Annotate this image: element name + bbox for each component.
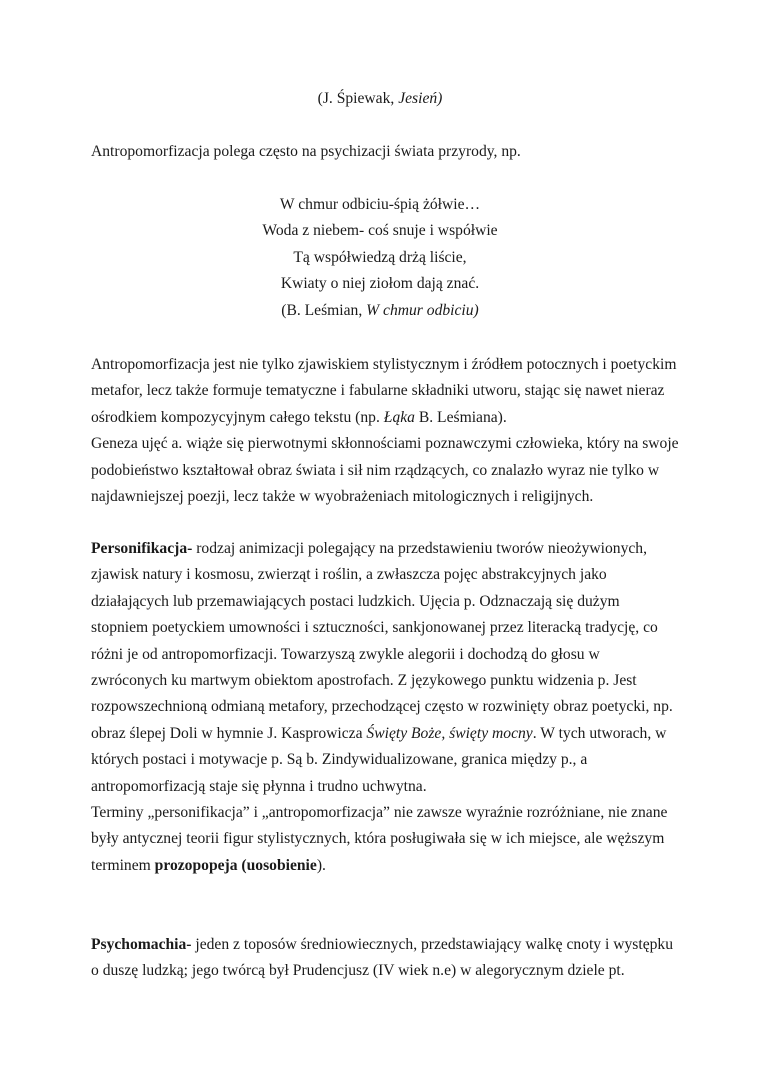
text-line: [91, 642, 691, 668]
text-segment: Woda z niebem- coś snuje i współwie: [262, 222, 498, 240]
text-segment: (J. Śpiewak,: [317, 90, 399, 107]
text-segment: (B. Leśmian,: [281, 301, 367, 319]
text-line: [91, 589, 691, 615]
text-line: [91, 721, 691, 747]
text-segment: obraz ślepej Doli w hymnie J. Kasprowicza: [91, 724, 367, 742]
italic-title: W chmur odbiciu): [366, 301, 479, 319]
text-segment: były antycznej teorii figur stylistycznych, która posługiwała się w ich miejsce, ale węższym: [91, 830, 665, 848]
text-line: [91, 431, 691, 457]
personifikacja-paragraph: [91, 536, 691, 879]
bold-term: Psychomachia-: [91, 936, 192, 953]
text-segment: jeden z toposów średniowiecznych, przedstawiający walkę cnoty i występku: [191, 936, 674, 953]
text-line: [91, 853, 691, 879]
text-segment: o duszę ludzką; jego twórcą był Prudencjusz (IV wiek n.e) w alegorycznym dziele pt.: [91, 962, 625, 980]
text-line: [0, 298, 760, 324]
text-line: [91, 668, 691, 694]
text-segment: stopniem poetyckiem umowności i sztuczności, sankjonowanej przez literacką tradycję, co: [91, 619, 658, 637]
text-segment: najdawniejszej poezji, lecz także w wyobrażeniach mitologicznych i religijnych.: [91, 488, 594, 506]
text-line: [0, 192, 760, 218]
psychomachia-paragraph: [91, 932, 691, 985]
text-line: [91, 958, 691, 984]
text-segment: antropomorfizacją staje się płynna i trudno uchwytna.: [91, 777, 427, 795]
text-segment: rodzaj animizacji polegający na przedstawieniu tworów nieożywionych,: [192, 540, 647, 557]
text-line: [91, 774, 691, 800]
text-line: [91, 458, 691, 484]
citation-spiewak: [0, 86, 760, 112]
text-segment: których postaci i motywacje p. Są b. Zindywidualizowane, granica między p., a: [91, 751, 588, 769]
text-line: [91, 405, 691, 431]
text-segment: Antropomorfizacja polega często na psychizacji świata przyrody, np.: [91, 143, 521, 160]
text-line: [91, 562, 691, 588]
text-segment: Geneza ujęć a. wiąże się pierwotnymi skłonnościami poznawczymi człowieka, który na swoje: [91, 435, 679, 453]
text-segment: terminem: [91, 856, 155, 874]
bold-term: prozopopeja (uosobienie: [154, 856, 317, 874]
text-segment: . W tych utworach, w: [532, 724, 667, 742]
text-line: [91, 694, 691, 720]
text-segment: Tą współwiedzą drżą liście,: [293, 248, 467, 266]
text-line: [91, 615, 691, 641]
text-line: [91, 378, 691, 404]
text-line: [0, 245, 760, 271]
text-segment: podobieństwo kształtował obraz świata i sił nim rządzących, co znalazło wyraz nie tylko w: [91, 461, 660, 479]
text-line: [91, 536, 691, 562]
text-segment: rozpowszechnioną odmianą metafory, przechodzącej często w rozwinięty obraz poetycki, np.: [91, 698, 673, 716]
text-line: [0, 218, 760, 244]
text-segment: działających lub przemawiających postaci ludzkich. Ujęcia p. Odznaczają się dużym: [91, 592, 620, 610]
text-line: [91, 139, 691, 165]
text-line: [0, 271, 760, 297]
text-segment: ośrodkiem kompozycyjnym całego tekstu (np.: [91, 408, 384, 426]
text-segment: Terminy „personifikacja” i „antropomorfizacja” nie zawsze wyraźnie rozróżniane, nie znane: [91, 804, 668, 822]
text-line: [91, 932, 691, 958]
italic-title: Święty Boże, święty mocny: [366, 724, 533, 742]
text-line: [91, 352, 691, 378]
text-segment: B. Leśmiana).: [414, 408, 507, 426]
text-segment: różni je od antropomorfizacji. Towarzyszą zwykle alegorii i dochodzą do głosu w: [91, 645, 600, 663]
text-segment: ).: [316, 856, 326, 874]
text-line: [91, 826, 691, 852]
text-segment: Kwiaty o niej ziołom dają znać.: [280, 275, 480, 293]
bold-term: Personifikacja-: [91, 540, 193, 557]
intro-paragraph: [91, 139, 691, 165]
italic-title: Łąka: [383, 408, 415, 426]
italic-title: Jesień): [398, 90, 443, 107]
text-segment: zwróconych ku martwym obiektom apostrofach. Z językowego punktu widzenia p. Jest: [91, 672, 637, 690]
text-segment: zjawisk natury i kosmosu, zwierząt i roślin, a zwłaszcza pojęc abstrakcyjnych jako: [91, 566, 607, 584]
text-segment: W chmur odbiciu-śpią żółwie…: [279, 196, 481, 213]
text-line: [91, 484, 691, 510]
antropomorfizacja-paragraph: [91, 352, 691, 510]
text-line: [0, 86, 760, 112]
poem-quote: [0, 192, 760, 324]
text-segment: Antropomorfizacja jest nie tylko zjawiskiem stylistycznym i źródłem potocznych i poetyckim: [91, 356, 677, 373]
text-line: [91, 800, 691, 826]
text-line: [91, 747, 691, 773]
text-segment: metafor, lecz także formuje tematyczne i fabularne składniki utworu, stając się nawet nieraz: [91, 382, 665, 400]
